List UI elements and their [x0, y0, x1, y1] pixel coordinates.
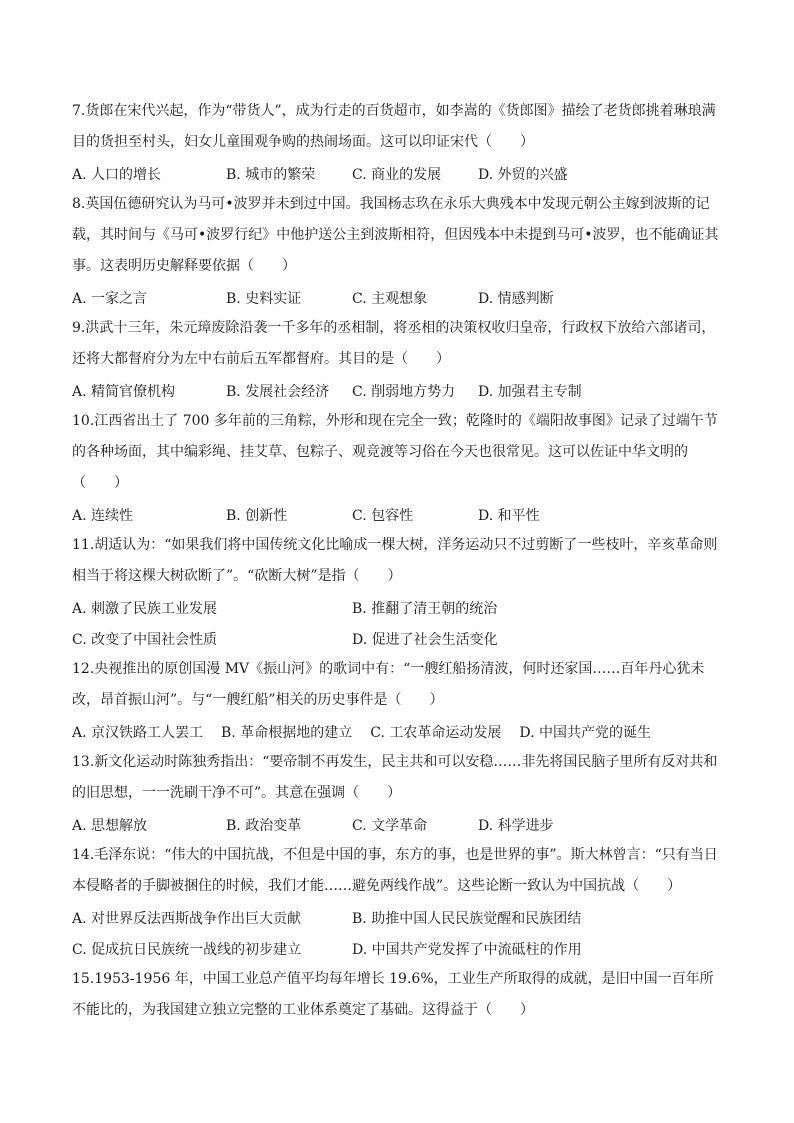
option-a[interactable]: A. 刺激了民族工业发展: [72, 600, 218, 617]
question-stem: 15.1953-1956 年，中国工业总产值平均每年增长 19.6%，工业生产所取得的成就，是旧中国一百年所不能比的，为我国建立独立完整的工业体系奠定了基础。这得益于（ ）: [72, 971, 714, 1018]
option-b[interactable]: B. 创新性: [226, 507, 288, 524]
question-stem: 12.央视推出的原创国漫 MV《振山河》的歌词中有：“一艘红船扬清波，何时还家国……百年丹心犹未改，昂首振山河”。与“一艘红船”相关的历史事件是（ ）: [72, 661, 705, 708]
option-d[interactable]: D. 中国共产党的诞生: [519, 724, 651, 741]
option-d[interactable]: D. 加强君主专制: [478, 383, 582, 400]
options-row: [72, 933, 727, 964]
options-row: [72, 158, 727, 189]
options-row: [72, 623, 727, 654]
option-d[interactable]: D. 中国共产党发挥了中流砥柱的作用: [352, 941, 582, 958]
question-14: [72, 840, 727, 964]
option-c[interactable]: C. 包容性: [352, 507, 414, 524]
question-8: [72, 189, 727, 313]
question-stem: 11.胡适认为：“如果我们将中国传统文化比喻成一棵大树，洋务运动只不过剪断了一些枝叶，辛亥革命则相当于将这棵大树砍断了”。“砍断大树”是指（ ）: [72, 537, 718, 584]
option-a[interactable]: A. 连续性: [72, 507, 134, 524]
option-b[interactable]: B. 助推中国人民民族觉醒和民族团结: [352, 910, 582, 927]
option-d[interactable]: D. 促进了社会生活变化: [352, 631, 498, 648]
option-c[interactable]: C. 削弱地方势力: [352, 383, 456, 400]
options-row: [72, 809, 727, 840]
option-b[interactable]: B. 政治变革: [226, 817, 302, 834]
option-d[interactable]: D. 情感判断: [478, 290, 554, 307]
options-row: [72, 375, 727, 406]
question-12: [72, 654, 727, 747]
question-15: [72, 964, 727, 1026]
option-a[interactable]: A. 精简官僚机构: [72, 383, 176, 400]
option-d[interactable]: D. 科学进步: [478, 817, 554, 834]
option-b[interactable]: B. 革命根据地的建立: [221, 724, 353, 741]
option-c[interactable]: C. 文学革命: [352, 817, 428, 834]
question-stem: 14.毛泽东说：“伟大的中国抗战，不但是中国的事，东方的事，也是世界的事”。斯大林曾言：“只有当日本侵略者的手脚被捆住的时候，我们才能……避免两线作战”。这些论断一致认为中国抗战（ ）: [72, 847, 718, 894]
question-13: [72, 747, 727, 840]
question-7: [72, 96, 727, 189]
option-c[interactable]: C. 促成抗日民族统一战线的初步建立: [72, 941, 302, 958]
option-a[interactable]: A. 京汉铁路工人罢工: [72, 724, 204, 741]
options-row: [72, 499, 727, 530]
option-d[interactable]: D. 外贸的兴盛: [478, 166, 568, 183]
option-b[interactable]: B. 发展社会经济: [226, 383, 330, 400]
question-stem: 7.货郎在宋代兴起，作为“带货人”，成为行走的百货超市，如李嵩的《货郎图》描绘了老货郎挑着琳琅满目的货担至村头，妇女儿童围观争购的热闹场面。这可以印证宋代（ ）: [72, 103, 716, 150]
option-c[interactable]: C. 主观想象: [352, 290, 428, 307]
question-10: [72, 406, 727, 530]
option-a[interactable]: A. 人口的增长: [72, 166, 162, 183]
question-11: [72, 530, 727, 654]
options-row: [72, 716, 727, 747]
option-b[interactable]: B. 史料实证: [226, 290, 302, 307]
option-c[interactable]: C. 工农革命运动发展: [370, 724, 502, 741]
option-b[interactable]: B. 城市的繁荣: [226, 166, 316, 183]
question-list: [72, 96, 727, 1026]
option-c[interactable]: C. 改变了中国社会性质: [72, 631, 218, 648]
question-9: [72, 313, 727, 406]
option-c[interactable]: C. 商业的发展: [352, 166, 442, 183]
option-d[interactable]: D. 和平性: [478, 507, 540, 524]
options-row: [72, 592, 727, 623]
options-row: [72, 902, 727, 933]
option-a[interactable]: A. 对世界反法西斯战争作出巨大贡献: [72, 910, 302, 927]
option-a[interactable]: A. 一家之言: [72, 290, 148, 307]
question-stem: 8.英国伍德研究认为马可•波罗并未到过中国。我国杨志玖在永乐大典残本中发现元朝公主嫁到波斯的记载，其时间与《马可•波罗行纪》中他护送公主到波斯相符，但因残本中未提到马可•波罗，也不能确证其事。这表明历史解释要依据（ ）: [72, 196, 719, 274]
option-a[interactable]: A. 思想解放: [72, 817, 148, 834]
question-stem: 10.江西省出土了 700 多年前的三角粽，外形和现在完全一致；乾隆时的《端阳故事图》记录了过端午节的各种场面，其中编彩绳、挂艾草、包粽子、观竞渡等习俗在今天也很常见。这可以佐证中华文明的（ ）: [72, 413, 718, 491]
question-stem: 13.新文化运动时陈独秀指出：“要帝制不再发生，民主共和可以安稳……非先将国民脑子里所有反对共和的旧思想，一一洗刷干净不可”。其意在强调（ ）: [72, 754, 718, 801]
options-row: [72, 282, 727, 313]
option-b[interactable]: B. 推翻了清王朝的统治: [352, 600, 498, 617]
question-stem: 9.洪武十三年，朱元璋废除沿袭一千多年的丞相制，将丞相的决策权收归皇帝，行政权下放给六部诸司，还将大都督府分为左中右前后五军都督府。其目的是（ ）: [72, 320, 716, 367]
